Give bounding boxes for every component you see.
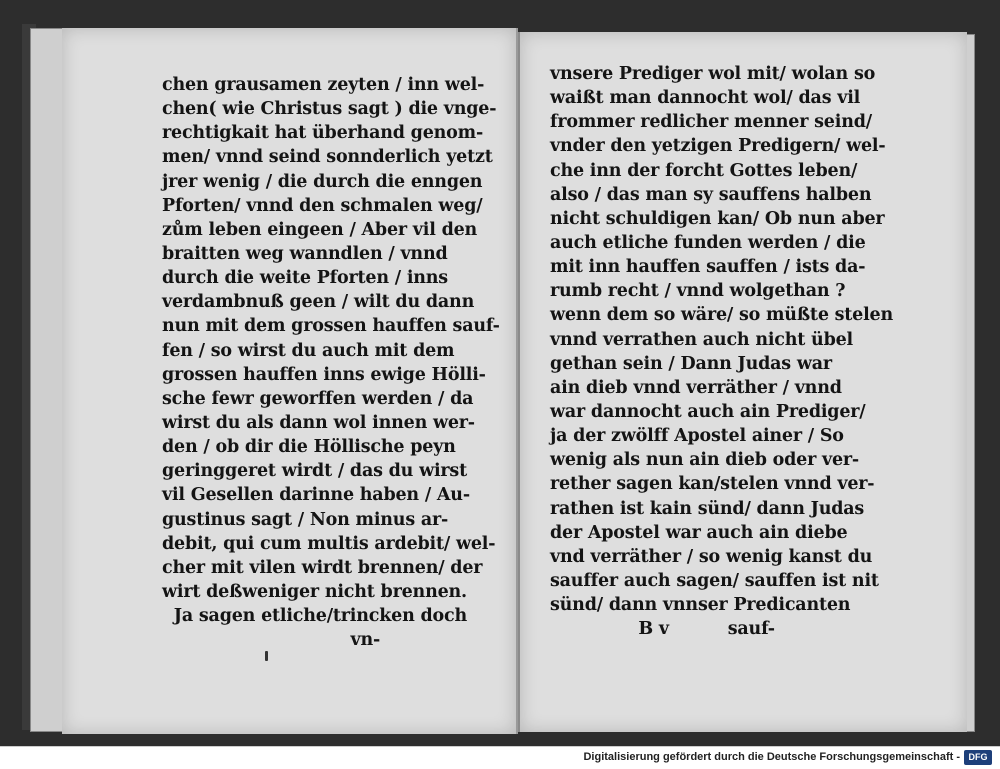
- text-line: ain dieb vnnd verräther / vnnd: [550, 377, 842, 398]
- text-line: grossen hauffen inns ewige Hölli-: [162, 364, 486, 385]
- text-line: war dannocht auch ain Prediger/: [550, 401, 866, 422]
- text-line: debit, qui cum multis ardebit/ wel-: [162, 533, 496, 554]
- text-line: cher mit vilen wirdt brennen/ der: [162, 557, 483, 578]
- text-line: gustinus sagt / Non minus ar-: [162, 509, 449, 530]
- text-line: vnnd verrathen auch nicht übel: [550, 329, 853, 350]
- text-line: zům leben eingeen / Aber vil den: [162, 219, 478, 240]
- text-line: Pforten/ vnnd den schmalen weg/: [162, 195, 483, 216]
- text-line: rathen ist kain sünd/ dann Judas: [550, 498, 865, 519]
- text-line: frommer redlicher menner seind/: [550, 112, 872, 133]
- text-line: nun mit dem grossen hauffen sauf-: [162, 316, 500, 337]
- right-page-text: [550, 62, 893, 641]
- right-page: [518, 32, 967, 732]
- text-line: durch die weite Pforten / inns: [162, 268, 448, 289]
- dfg-logo: DFG: [964, 750, 992, 765]
- left-page-text: [162, 73, 500, 652]
- text-line: wenn dem so wäre/ so müßte stelen: [550, 305, 894, 326]
- text-line: chen( wie Christus sagt ) die vnge-: [162, 99, 497, 120]
- text-line: vil Gesellen darinne haben / Au-: [162, 485, 470, 506]
- text-line: vnsere Prediger wol mit/ wolan so: [550, 64, 876, 84]
- text-line: Ja sagen etliche/trincken doch: [162, 606, 467, 627]
- ink-mark: [265, 651, 268, 661]
- text-line: jrer wenig / die durch die enngen: [162, 171, 483, 192]
- text-line: B v sauf-: [550, 619, 775, 640]
- text-line: wenig als nun ain dieb oder ver-: [550, 450, 859, 471]
- text-line: geringgeret wirdt / das du wirst: [162, 461, 467, 482]
- text-line: also / das man sy sauffens halben: [550, 184, 872, 205]
- text-line: braitten weg wanndlen / vnnd: [162, 243, 448, 264]
- footer-bar: [0, 746, 1000, 769]
- text-line: rumb recht / vnnd wolgethan ?: [550, 281, 846, 302]
- text-line: vn-: [162, 630, 381, 651]
- text-line: verdambnuß geen / wilt du dann: [162, 292, 475, 313]
- text-line: wirt deßweniger nicht brennen.: [162, 581, 467, 602]
- text-line: sünd/ dann vnnser Predicanten: [550, 595, 851, 616]
- text-line: rether sagen kan/stelen vnnd ver-: [550, 474, 875, 495]
- text-line: wirst du als dann wol innen wer-: [162, 412, 475, 433]
- text-line: nicht schuldigen kan/ Ob nun aber: [550, 208, 885, 229]
- text-line: waißt man dannocht wol/ das vil: [550, 88, 861, 109]
- funding-credit: Digitalisierung gefördert durch die Deutsche Forschungsgemeinschaft -: [583, 751, 960, 763]
- text-line: der Apostel war auch ain diebe: [550, 522, 848, 543]
- text-line: sauffer auch sagen/ sauffen ist nit: [550, 570, 879, 591]
- text-line: che inn der forcht Gottes leben/: [550, 160, 858, 181]
- text-line: ja der zwölff Apostel ainer / So: [550, 426, 844, 447]
- text-line: vnder den yetzigen Predigern/ wel-: [550, 136, 886, 157]
- text-line: rechtigkait hat überhand genom-: [162, 123, 484, 144]
- text-line: vnd verräther / so wenig kanst du: [550, 546, 873, 567]
- text-line: fen / so wirst du auch mit dem: [162, 340, 455, 361]
- text-line: mit inn hauffen sauffen / ists da-: [550, 257, 866, 278]
- text-line: sche fewr geworffen werden / da: [162, 388, 474, 409]
- text-line: chen grausamen zeyten / inn wel-: [162, 75, 485, 95]
- text-line: gethan sein / Dann Judas war: [550, 353, 832, 374]
- left-page: [62, 28, 518, 734]
- text-line: men/ vnnd seind sonnderlich yetzt: [162, 147, 493, 168]
- text-line: den / ob dir die Höllische peyn: [162, 437, 456, 458]
- text-line: auch etliche funden werden / die: [550, 232, 866, 253]
